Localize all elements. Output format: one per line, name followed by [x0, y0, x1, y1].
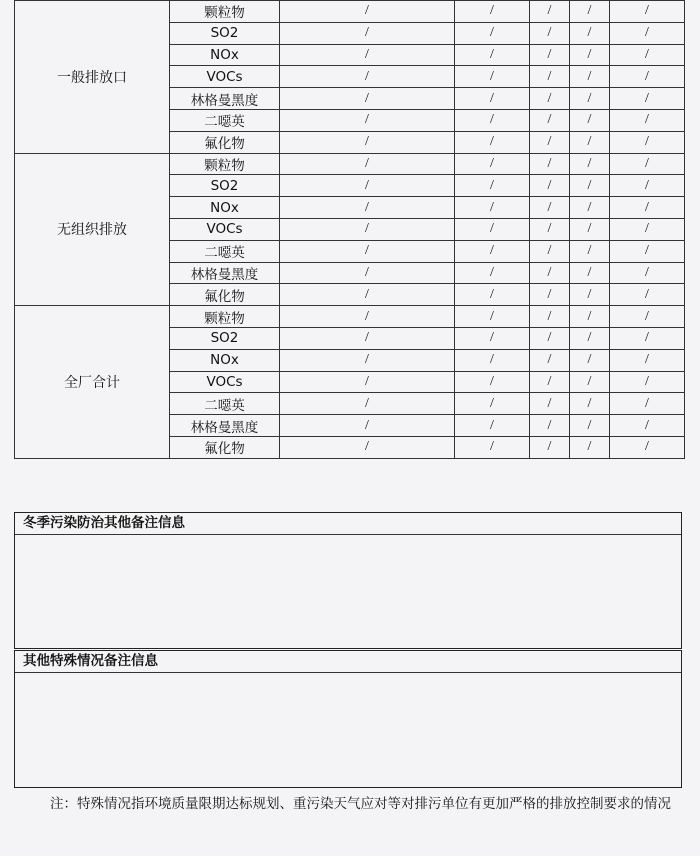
value-cell: / — [570, 393, 610, 415]
pollutant-name: NOx — [170, 349, 280, 371]
pollutant-name: 颗粒物 — [170, 153, 280, 175]
value-cell: / — [455, 349, 530, 371]
value-cell: / — [280, 131, 455, 153]
value-cell: / — [610, 436, 685, 458]
winter-remarks-content[interactable] — [15, 535, 681, 647]
value-cell: / — [455, 1, 530, 23]
value-cell: / — [570, 262, 610, 284]
value-cell: / — [530, 218, 570, 240]
value-cell: / — [610, 153, 685, 175]
pollutant-name: NOx — [170, 197, 280, 219]
pollutant-name: VOCs — [170, 66, 280, 88]
value-cell: / — [530, 44, 570, 66]
value-cell: / — [530, 153, 570, 175]
value-cell: / — [455, 327, 530, 349]
value-cell: / — [530, 1, 570, 23]
pollutant-name: NOx — [170, 44, 280, 66]
pollutant-name: SO2 — [170, 327, 280, 349]
pollutant-name: 氟化物 — [170, 131, 280, 153]
value-cell: / — [610, 22, 685, 44]
pollutant-name: SO2 — [170, 22, 280, 44]
value-cell: / — [610, 66, 685, 88]
special-remarks-title: 其他特殊情况备注信息 — [15, 651, 681, 673]
value-cell: / — [280, 88, 455, 110]
value-cell: / — [570, 131, 610, 153]
value-cell: / — [455, 175, 530, 197]
value-cell: / — [280, 262, 455, 284]
value-cell: / — [530, 22, 570, 44]
value-cell: / — [530, 262, 570, 284]
value-cell: / — [610, 218, 685, 240]
value-cell: / — [530, 327, 570, 349]
value-cell: / — [280, 218, 455, 240]
value-cell: / — [455, 218, 530, 240]
value-cell: / — [610, 109, 685, 131]
value-cell: / — [570, 109, 610, 131]
value-cell: / — [570, 1, 610, 23]
pollutant-name: VOCs — [170, 218, 280, 240]
table-row — [15, 153, 685, 175]
value-cell: / — [530, 66, 570, 88]
value-cell: / — [610, 371, 685, 393]
special-remarks-box — [14, 650, 682, 788]
value-cell: / — [530, 109, 570, 131]
value-cell: / — [455, 197, 530, 219]
value-cell: / — [570, 218, 610, 240]
pollutant-name: 林格曼黑度 — [170, 415, 280, 437]
pollutant-name: 林格曼黑度 — [170, 88, 280, 110]
value-cell: / — [280, 44, 455, 66]
value-cell: / — [280, 284, 455, 306]
table-row — [15, 1, 685, 23]
value-cell: / — [570, 284, 610, 306]
value-cell: / — [530, 349, 570, 371]
value-cell: / — [530, 240, 570, 262]
value-cell: / — [570, 327, 610, 349]
value-cell: / — [455, 109, 530, 131]
value-cell: / — [530, 175, 570, 197]
value-cell: / — [280, 66, 455, 88]
value-cell: / — [570, 153, 610, 175]
value-cell: / — [455, 153, 530, 175]
value-cell: / — [570, 88, 610, 110]
pollutant-name: 二噁英 — [170, 109, 280, 131]
value-cell: / — [455, 436, 530, 458]
value-cell: / — [530, 197, 570, 219]
pollutant-name: 颗粒物 — [170, 1, 280, 23]
value-cell: / — [280, 109, 455, 131]
pollutant-name: SO2 — [170, 175, 280, 197]
pollutant-name: 林格曼黑度 — [170, 262, 280, 284]
value-cell: / — [610, 131, 685, 153]
outlet-group-label: 一般排放口 — [15, 1, 170, 154]
value-cell: / — [280, 436, 455, 458]
value-cell: / — [530, 436, 570, 458]
value-cell: / — [570, 197, 610, 219]
value-cell: / — [280, 153, 455, 175]
value-cell: / — [455, 240, 530, 262]
value-cell: / — [610, 175, 685, 197]
pollutant-name: 氟化物 — [170, 436, 280, 458]
pollutant-name: 氟化物 — [170, 284, 280, 306]
value-cell: / — [455, 22, 530, 44]
value-cell: / — [455, 415, 530, 437]
value-cell: / — [610, 240, 685, 262]
value-cell: / — [280, 327, 455, 349]
value-cell: / — [610, 349, 685, 371]
value-cell: / — [280, 415, 455, 437]
value-cell: / — [455, 88, 530, 110]
outlet-group-label: 全厂合计 — [15, 306, 170, 459]
value-cell: / — [610, 197, 685, 219]
value-cell: / — [570, 371, 610, 393]
value-cell: / — [455, 284, 530, 306]
pollutant-name: VOCs — [170, 371, 280, 393]
value-cell: / — [610, 1, 685, 23]
pollutant-name: 二噁英 — [170, 240, 280, 262]
value-cell: / — [280, 240, 455, 262]
winter-remarks-box — [14, 512, 682, 649]
value-cell: / — [280, 349, 455, 371]
value-cell: / — [530, 284, 570, 306]
value-cell: / — [280, 197, 455, 219]
value-cell: / — [610, 393, 685, 415]
value-cell: / — [455, 131, 530, 153]
pollutant-name: 颗粒物 — [170, 306, 280, 328]
value-cell: / — [530, 371, 570, 393]
value-cell: / — [280, 22, 455, 44]
value-cell: / — [455, 393, 530, 415]
value-cell: / — [455, 306, 530, 328]
outlet-group-label: 无组织排放 — [15, 153, 170, 306]
value-cell: / — [570, 415, 610, 437]
value-cell: / — [455, 371, 530, 393]
value-cell: / — [455, 262, 530, 284]
value-cell: / — [570, 436, 610, 458]
value-cell: / — [610, 44, 685, 66]
value-cell: / — [530, 88, 570, 110]
value-cell: / — [570, 66, 610, 88]
value-cell: / — [530, 131, 570, 153]
table-row — [15, 306, 685, 328]
value-cell: / — [280, 371, 455, 393]
value-cell: / — [530, 415, 570, 437]
value-cell: / — [280, 1, 455, 23]
value-cell: / — [610, 262, 685, 284]
value-cell: / — [280, 175, 455, 197]
value-cell: / — [530, 306, 570, 328]
value-cell: / — [610, 415, 685, 437]
value-cell: / — [610, 284, 685, 306]
footnote: 注：特殊情况指环境质量限期达标规划、重污染天气应对等对排污单位有更加严格的排放控制要求的情况 — [50, 796, 671, 812]
value-cell: / — [530, 393, 570, 415]
winter-remarks-title: 冬季污染防治其他备注信息 — [15, 513, 681, 535]
value-cell: / — [610, 327, 685, 349]
emission-table — [14, 0, 685, 459]
value-cell: / — [570, 44, 610, 66]
value-cell: / — [570, 22, 610, 44]
value-cell: / — [570, 349, 610, 371]
value-cell: / — [570, 240, 610, 262]
value-cell: / — [570, 306, 610, 328]
value-cell: / — [610, 306, 685, 328]
value-cell: / — [280, 306, 455, 328]
value-cell: / — [570, 175, 610, 197]
value-cell: / — [455, 66, 530, 88]
special-remarks-content[interactable] — [15, 673, 681, 786]
value-cell: / — [280, 393, 455, 415]
value-cell: / — [455, 44, 530, 66]
value-cell: / — [610, 88, 685, 110]
pollutant-name: 二噁英 — [170, 393, 280, 415]
